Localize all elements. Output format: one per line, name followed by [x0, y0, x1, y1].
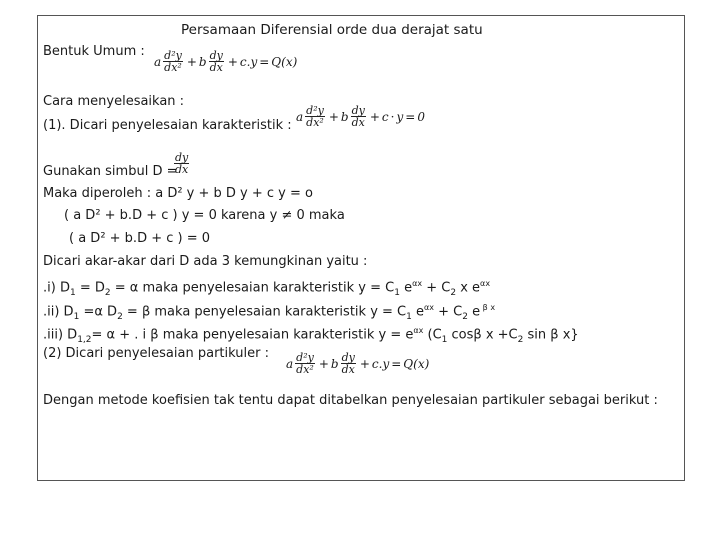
case-i: .i) $D_1 = D_2 = \alpha$ maka penyelesaian karakteristik $y = C_1$ $e^{\alpha x} + C_2$ x $e^{\alpha x}$ — [43, 279, 491, 298]
metode-label: Dengan metode koefisien tak tentu dapat ditabelkan penyelesaian partikuler sebagai berikut : — [43, 393, 658, 408]
characteristic-equation: a $\frac{\text{d²y}}{\text{dx²}}$ + b $\frac{dy}{dx}$ + c · y = 0 — [296, 104, 425, 129]
page-title: Persamaan Diferensial orde dua derajat satu — [181, 22, 483, 38]
step2-label: (2) Dicari penyelesaian partikuler : — [43, 346, 269, 361]
maka-diperoleh-label: Maka diperoleh : — [43, 186, 152, 201]
equation-3: ( a D² + b.D + c ) = 0 — [69, 231, 211, 246]
particular-equation: a $\frac{\text{d²y}}{\text{dx²}}$ + b $\frac{dy}{dx}$ + c.y = Q(x) — [286, 351, 430, 376]
step1-label: (1). Dicari penyelesaian karakteristik : — [43, 118, 292, 133]
case-iii: .iii) $D_{1,2}= \alpha$ + . i β maka penyelesaian karakteristik $y = e^{\alpha x}$ ($C_1$ cosβ $x +C_2$ sin β x} — [43, 326, 579, 345]
general-equation: a $\frac{\text{d²y}}{\text{dx²}}$ + b $\frac{dy}{dx}$ + c.y = Q(x) — [154, 49, 298, 74]
maka-diperoleh — [43, 186, 313, 202]
equation-2: ( a D² + b.D + c ) y = 0 karena y ≠ 0 maka — [64, 208, 345, 223]
case-ii: .ii) $D_1 =\alpha$ $D_2 = \beta$ maka penyelesaian karakteristik $y = C_1$ $e^{\alpha x} + C_2$ e $^{\beta x}$ — [43, 303, 496, 322]
gunakan-label: Gunakan simbul D = — [43, 164, 178, 179]
bentuk-umum-label: Bentuk Umum : — [43, 44, 145, 59]
equation-1: a D² y + b D y + c y = o — [155, 186, 313, 201]
akar-label: Dicari akar-akar dari D ada 3 kemungkinan yaitu : — [43, 254, 368, 269]
d-operator: $\frac{dy}{dx}$ — [175, 151, 189, 176]
cara-label: Cara menyelesaikan : — [43, 94, 185, 109]
slide-frame — [37, 15, 685, 481]
